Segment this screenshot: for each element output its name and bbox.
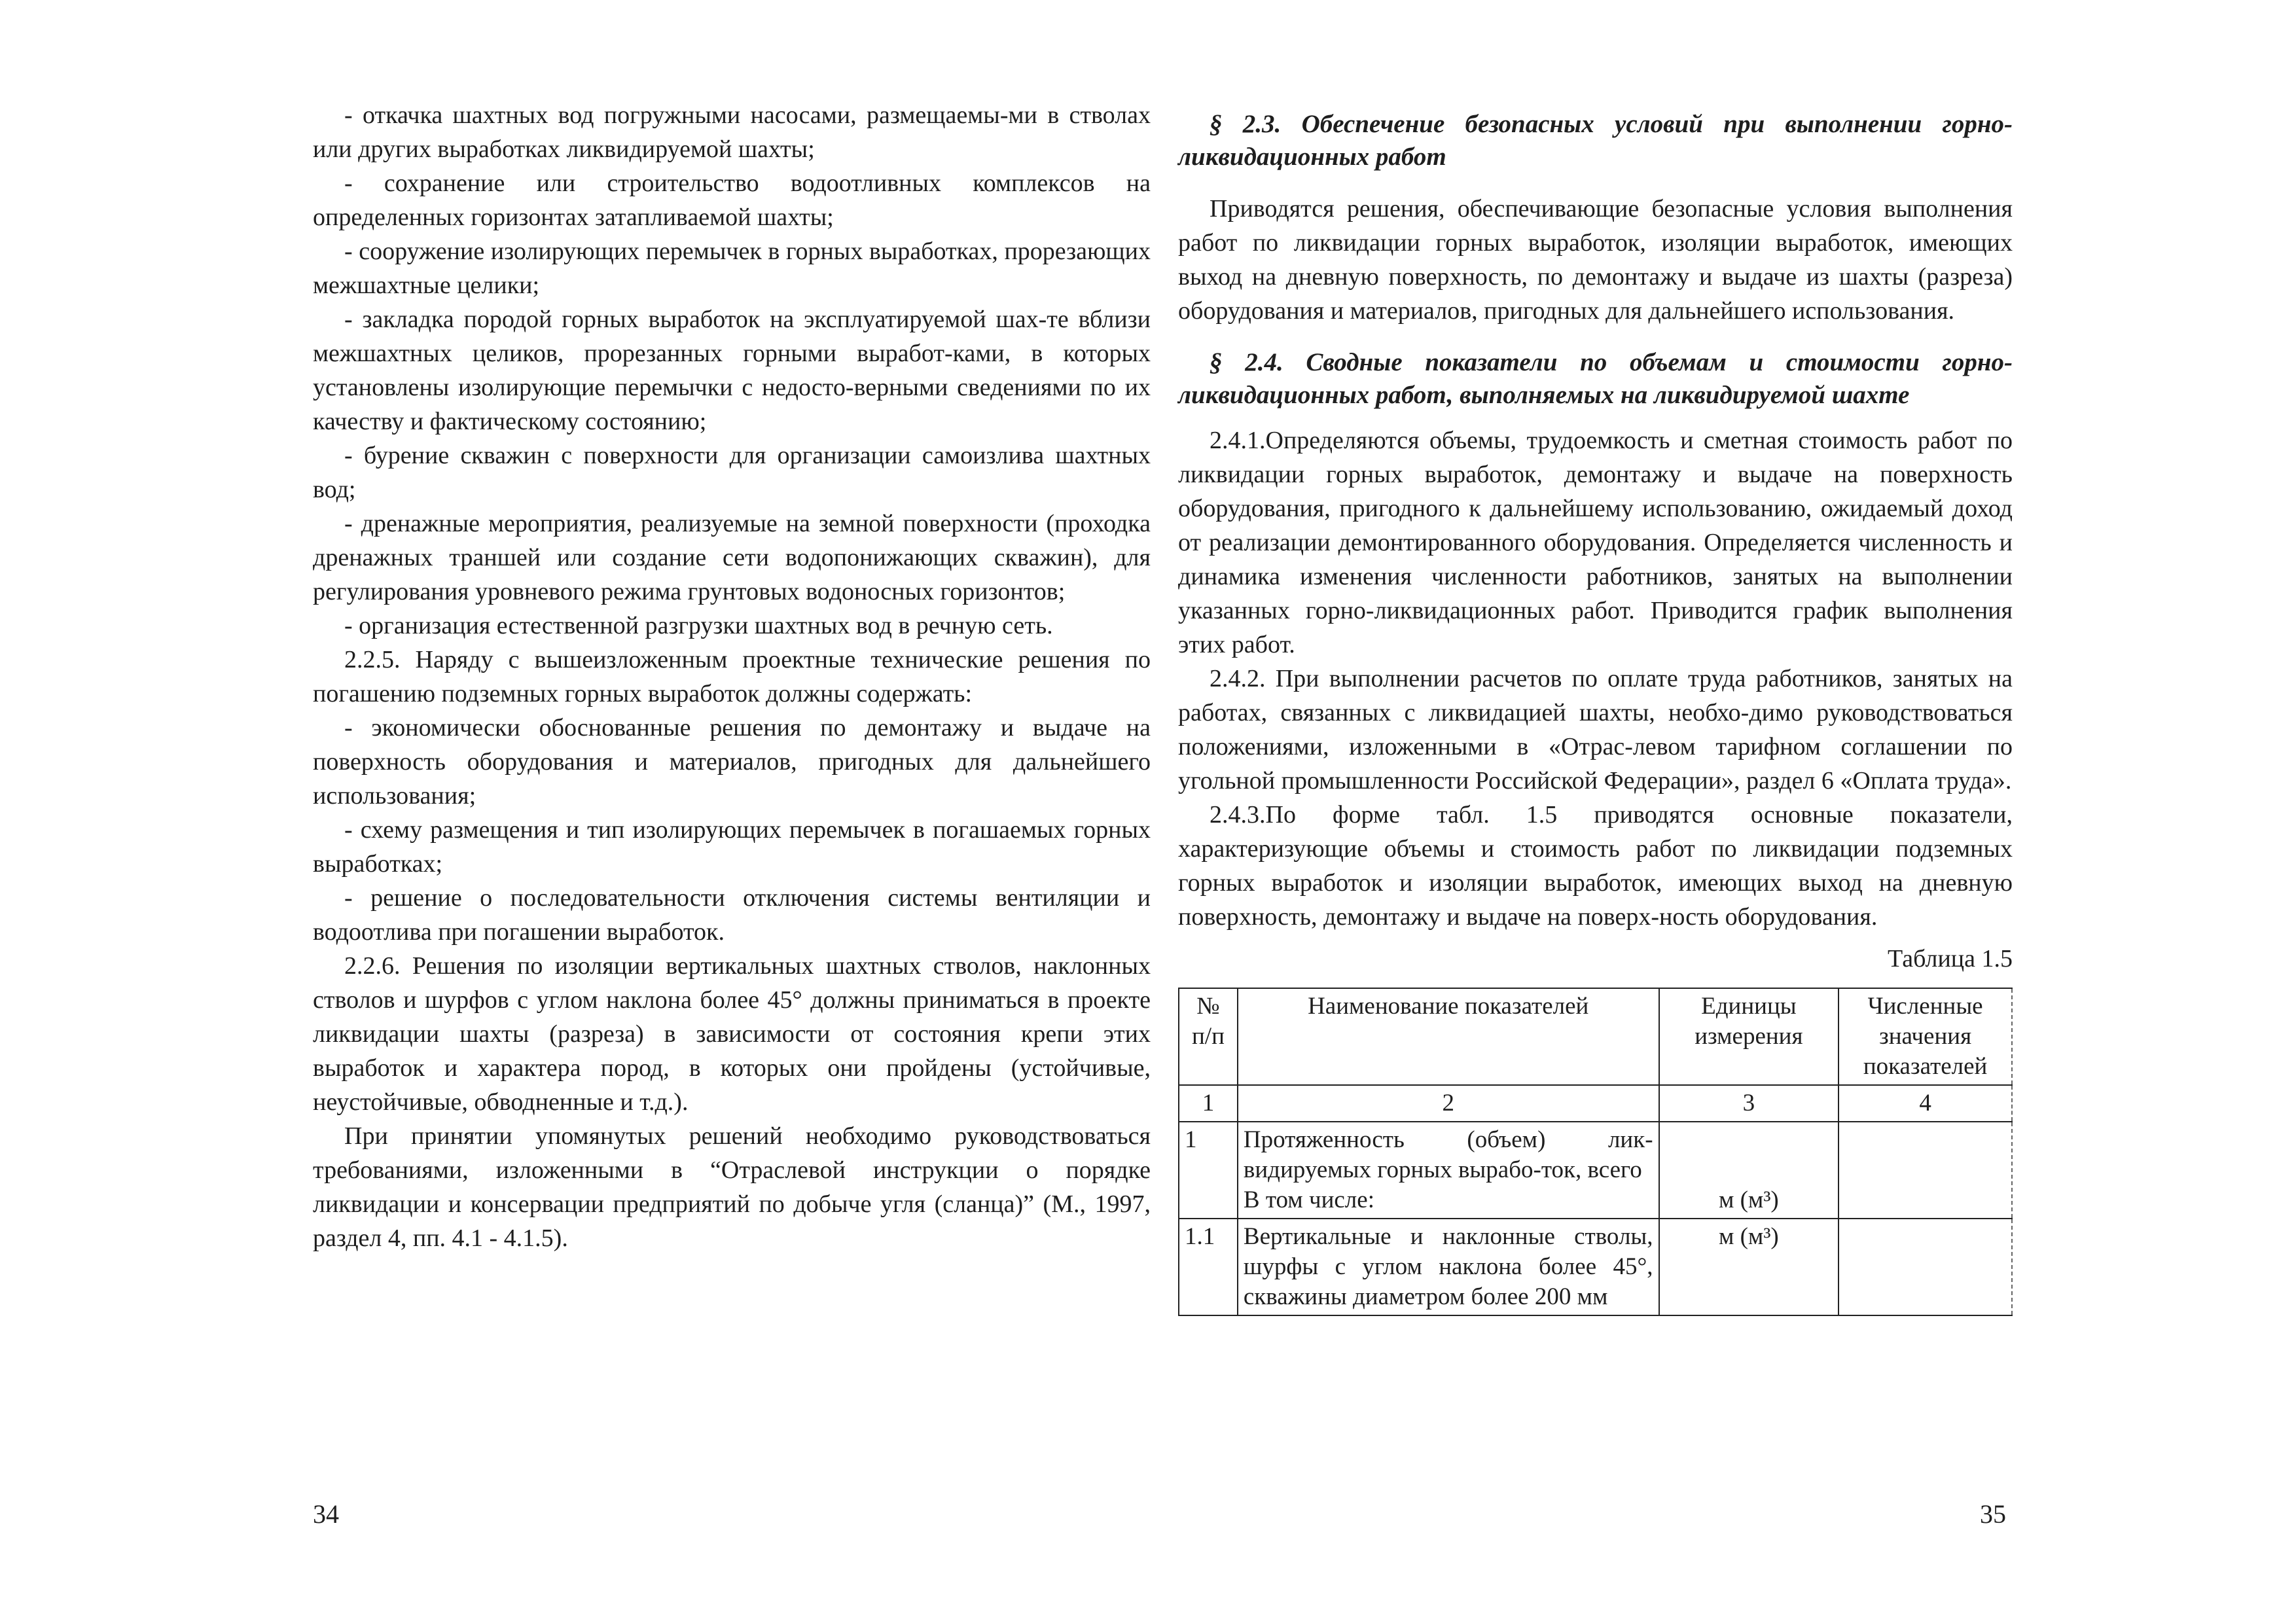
- left-paragraph: - закладка породой горных выработок на эксплуатируемой шах-те вблизи межшахтных целиков, прорезанных горными выработ-ками, в которых установлены изолирующие перемычки с недосто-верными сведениями по их качеству и фактическому состоянию;: [313, 306, 1151, 435]
- row-name-cell: [1238, 1122, 1659, 1219]
- page-number-left: 34: [313, 1499, 339, 1529]
- section-2-4-paragraph: 2.4.3.По форме табл. 1.5 приводятся основные показатели, характеризующие объемы и стоимость работ по ликвидации подземных горных выработок и изоляции выработок, имеющих выход на дневную поверхность, демонтажу и выдаче на поверх-ность оборудования.: [1178, 801, 2013, 931]
- header-cell: Наименование показателей: [1238, 988, 1659, 1085]
- left-paragraph: 2.2.5. Наряду с вышеизложенным проектные технические решения по погашению подземных горных выработок должны содержать:: [313, 646, 1151, 707]
- page-number-right: 35: [1980, 1499, 2006, 1529]
- column-number: 2: [1238, 1085, 1659, 1122]
- row-unit: м (м³): [1659, 1122, 1839, 1219]
- table-row: [1179, 1122, 2012, 1219]
- row-name: Вертикальные и наклонные стволы, шурфы с углом наклона более 45°, скважины диаметром более 200 мм: [1238, 1219, 1659, 1315]
- header-cell: № п/п: [1179, 988, 1238, 1085]
- left-paragraph: - откачка шахтных вод погружными насосами, размещаемы-ми в стволах или других выработках ликвидируемой шахты;: [313, 101, 1151, 163]
- left-paragraph: - решение о последовательности отключения системы вентиляции и водоотлива при погашении выработок.: [313, 884, 1151, 946]
- indicators-table: [1178, 988, 2013, 1316]
- section-2-4-paragraph: 2.4.2. При выполнении расчетов по оплате труда работников, занятых на работах, связанных с ликвидацией шахты, необхо-димо руководствоваться положениями, изложенными в «Отрас-левом тарифном соглашении по угольной промышленности Российской Федерации», раздел 6 «Оплата труда».: [1178, 665, 2013, 794]
- row-number: 1.1: [1179, 1219, 1238, 1315]
- row-value: [1839, 1219, 2012, 1315]
- left-paragraph: - бурение скважин с поверхности для организации самоизлива шахтных вод;: [313, 442, 1151, 503]
- left-paragraph: - сохранение или строительство водоотливных комплексов на определенных горизонтах затапливаемой шахты;: [313, 169, 1151, 231]
- table-row: [1179, 1219, 2012, 1315]
- left-paragraph: 2.2.6. Решения по изоляции вертикальных шахтных стволов, наклонных стволов и шурфов с углом наклона более 45° должны приниматься в проекте ликвидации шахты (разреза) в зависимости от состояния крепи этих выработок и характера пород, в которых они пройдены (устойчивые, неустойчивые, обводненные и т.д.).: [313, 952, 1151, 1116]
- column-number-row: [1179, 1085, 2012, 1122]
- column-number: 3: [1659, 1085, 1839, 1122]
- row-number: 1: [1179, 1122, 1238, 1219]
- left-paragraph: - организация естественной разгрузки шахтных вод в речную сеть.: [344, 612, 1053, 639]
- left-paragraph: - дренажные мероприятия, реализуемые на земной поверхности (проходка дренажных траншей или создание сети водопонижающих скважин), для регулирования уровневого режима грунтовых водоносных горизонтов;: [313, 510, 1151, 605]
- left-page-column: [313, 98, 1151, 1255]
- row-value: [1839, 1122, 2012, 1219]
- column-number: 4: [1839, 1085, 2012, 1122]
- section-2-3-heading: § 2.3. Обеспечение безопасных условий при выполнении горно-ликвидационных работ: [1178, 110, 2013, 171]
- table-header-row: [1179, 988, 2012, 1085]
- left-paragraph: При принятии упомянутых решений необходимо руководствоваться требованиями, изложенными в “Отраслевой инструкции о порядке ликвидации и консервации предприятий по добыче угля (сланца)” (М., 1997, раздел 4, пп. 4.1 - 4.1.5).: [313, 1122, 1151, 1252]
- row-name: Протяженность (объем) лик-видируемых горных вырабо-ток, всего: [1243, 1126, 1653, 1183]
- column-number: 1: [1179, 1085, 1238, 1122]
- left-paragraph: - сооружение изолирующих перемычек в горных выработках, прорезающих межшахтные целики;: [313, 238, 1151, 299]
- header-cell: Единицы измерения: [1659, 988, 1839, 1085]
- left-paragraph: - экономически обоснованные решения по демонтажу и выдаче на поверхность оборудования и материалов, пригодных для дальнейшего использования;: [313, 714, 1151, 810]
- right-page-column: [1178, 108, 2013, 1316]
- row-subtitle: В том числе:: [1243, 1186, 1374, 1213]
- section-2-4-heading: § 2.4. Сводные показатели по объемам и стоимости горно-ликвидационных работ, выполняемых на ликвидируемой шахте: [1178, 348, 2013, 409]
- section-2-4-paragraph: 2.4.1.Определяются объемы, трудоемкость и сметная стоимость работ по ликвидации горных выработок, демонтажу и выдаче на поверхность оборудования, пригодного к дальнейшему использованию, ожидаемый доход от реализации демонтированного оборудования. Определяется численность и динамика изменения численности работников, занятых на выполнении указанных горно-ликвидационных работ. Приводится график выполнения этих работ.: [1178, 427, 2013, 658]
- section-2-3-text: Приводятся решения, обеспечивающие безопасные условия выполнения работ по ликвидации горных выработок, изоляции выработок, имеющих выход на дневную поверхность, по демонтажу и выдаче из шахты (разреза) оборудования и материалов, пригодных для дальнейшего использования.: [1178, 195, 2013, 325]
- row-unit: м (м³): [1659, 1219, 1839, 1315]
- left-paragraph: - схему размещения и тип изолирующих перемычек в погашаемых горных выработках;: [313, 816, 1151, 878]
- table-caption: Таблица 1.5: [1887, 945, 2013, 972]
- header-cell: Численные значения показателей: [1839, 988, 2012, 1085]
